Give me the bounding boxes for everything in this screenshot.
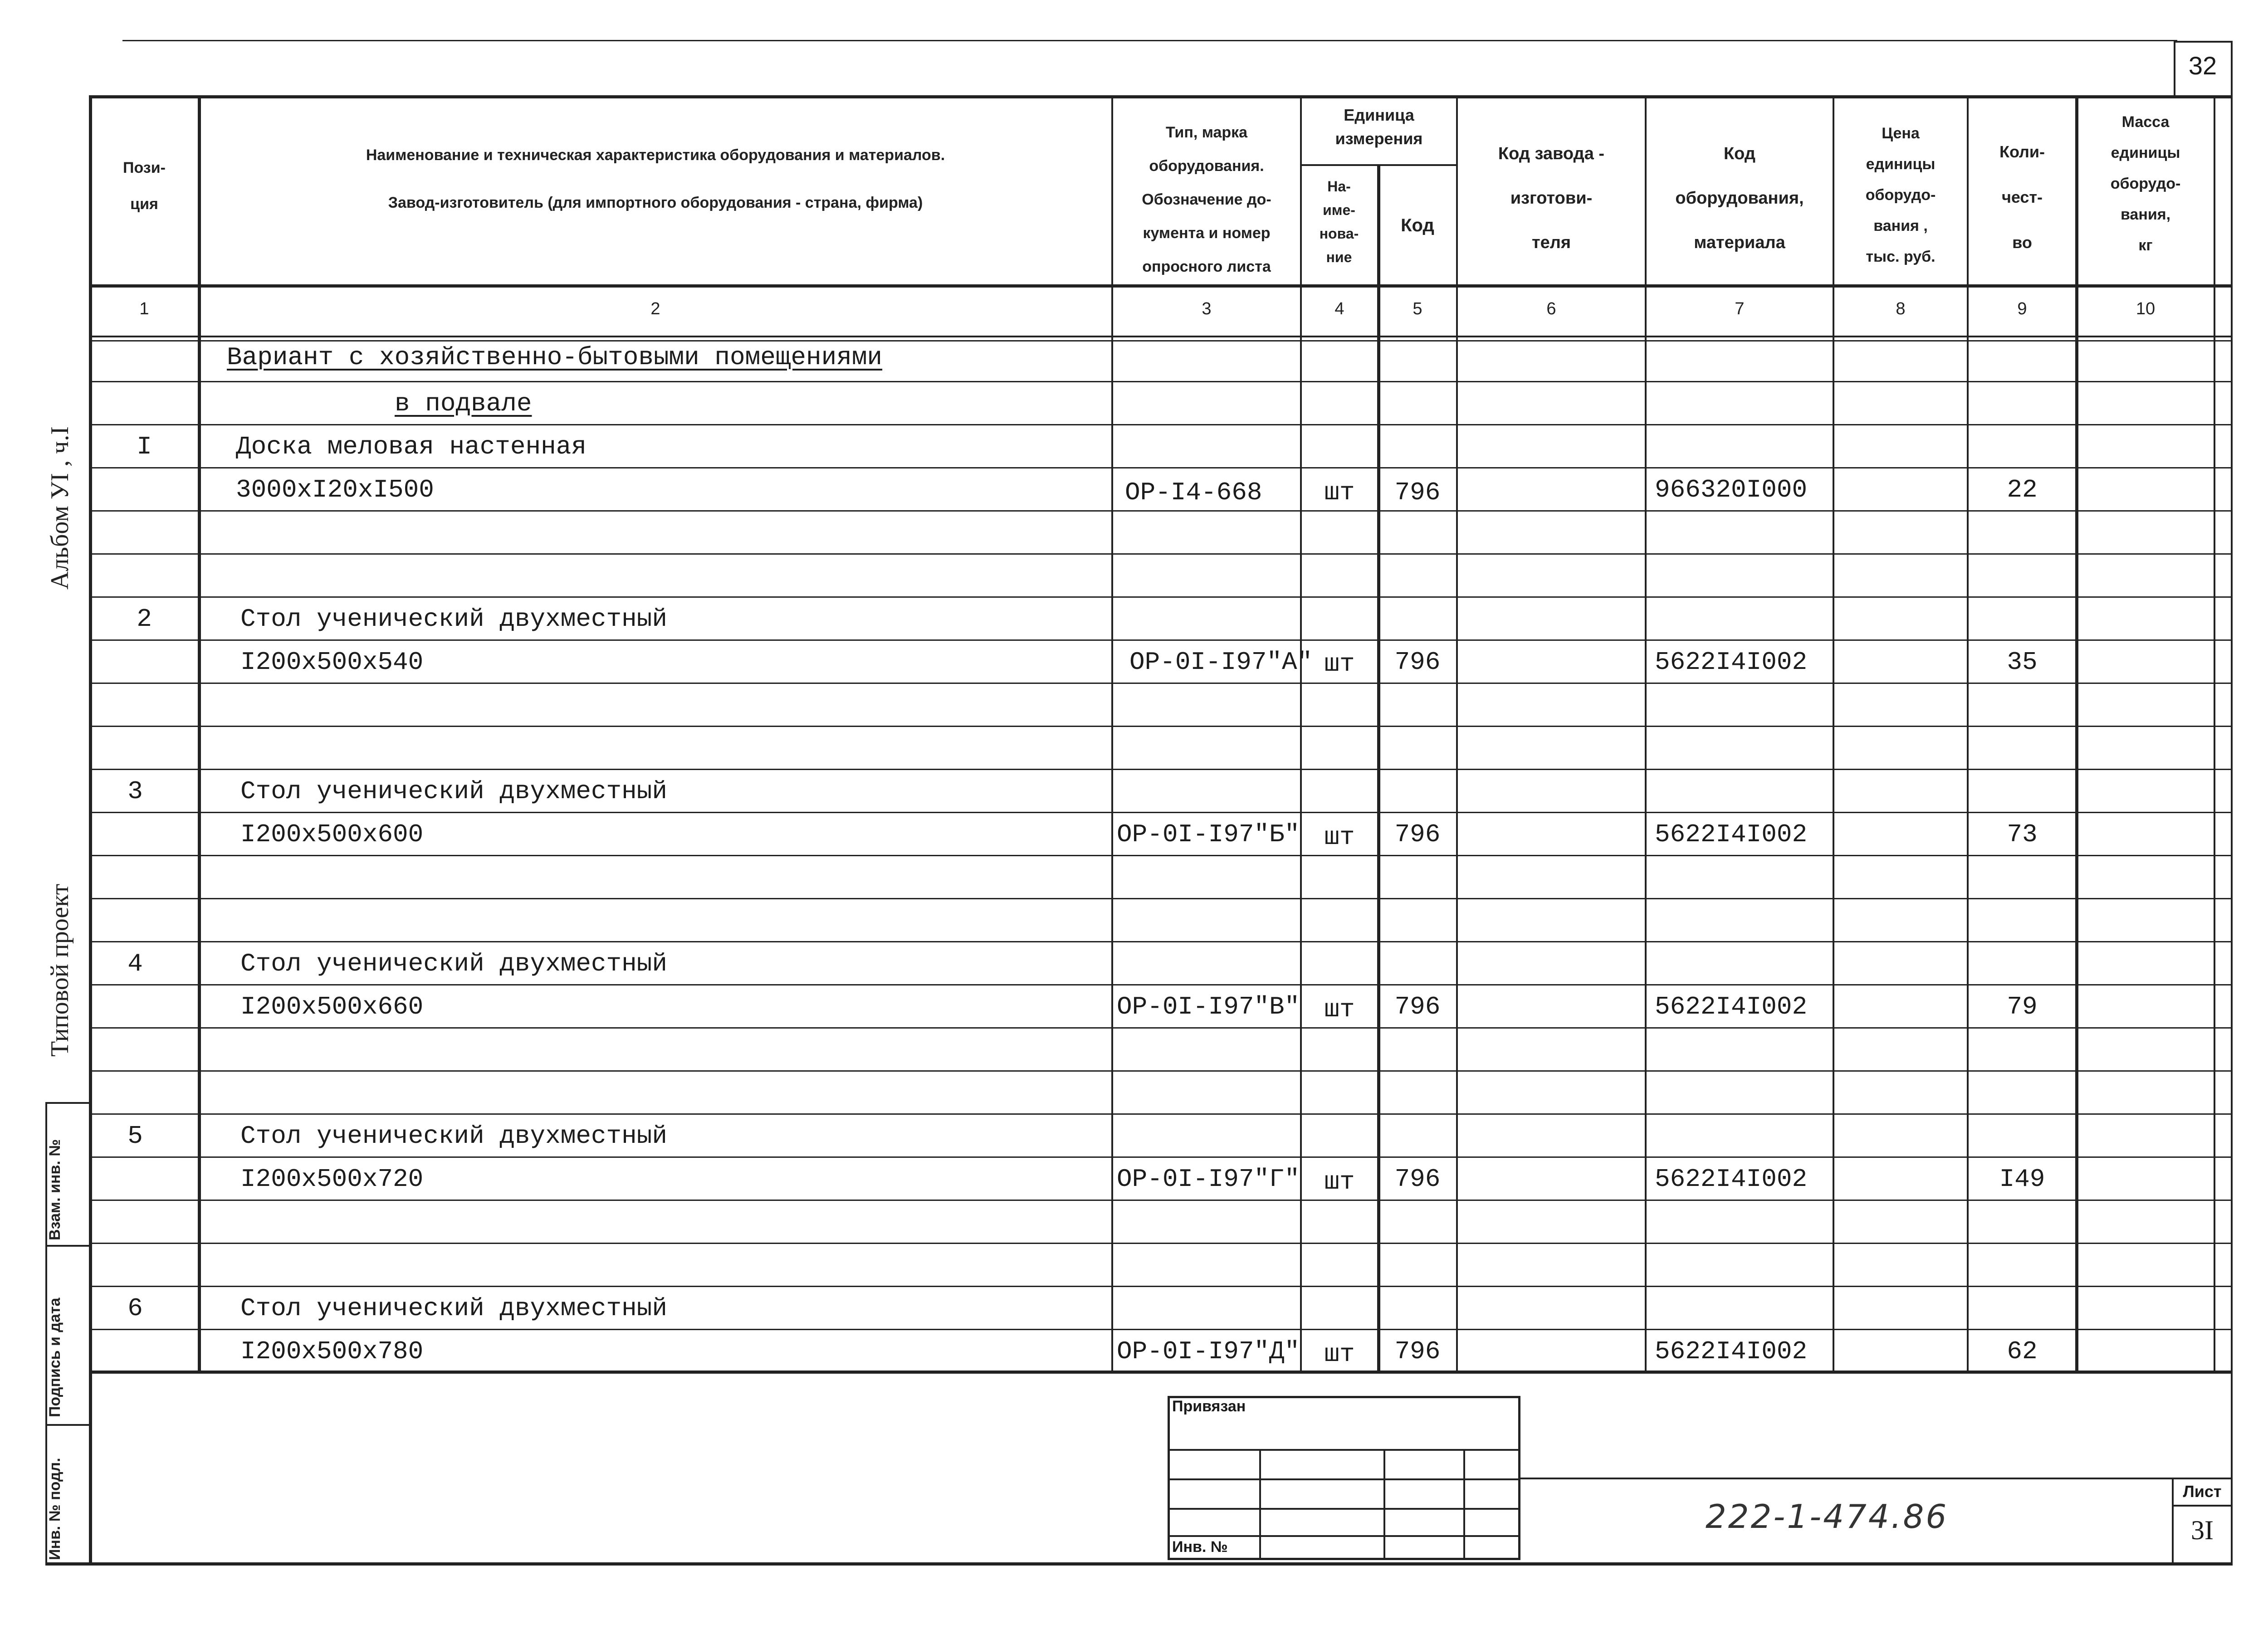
item-size: I200x500x540 bbox=[240, 648, 424, 677]
item-unit: шт bbox=[1324, 1340, 1355, 1369]
row-line bbox=[89, 941, 2233, 942]
item-type: ОР-0I-I97"Г" bbox=[1117, 1165, 1300, 1194]
item-position: 2 bbox=[137, 605, 152, 634]
header-unit-code: Код bbox=[1401, 215, 1434, 235]
unit-subheader-line bbox=[1300, 164, 1457, 166]
table-top-border bbox=[89, 95, 2233, 98]
item-equip-code: 966320I000 bbox=[1655, 475, 1808, 504]
item-quantity: 35 bbox=[2007, 648, 2038, 677]
row-line bbox=[89, 639, 2233, 641]
item-name: Стол ученический двухместный bbox=[240, 777, 667, 806]
row-line bbox=[89, 1113, 2233, 1115]
col-line-2-3 bbox=[1111, 95, 1113, 1372]
header-unit-name: На- име- нова- ние bbox=[1319, 178, 1359, 265]
stamp-privyazan-label: Привязан bbox=[1172, 1398, 1246, 1415]
row-line bbox=[89, 769, 2233, 770]
header-quantity: Коли- чест- во bbox=[1999, 142, 2045, 252]
page-bottom-border bbox=[45, 1562, 2233, 1566]
sheet-number: 3I bbox=[2191, 1515, 2214, 1545]
item-quantity: 73 bbox=[2007, 820, 2038, 849]
colnum-2: 2 bbox=[650, 299, 660, 318]
item-name: Стол ученический двухместный bbox=[240, 1294, 667, 1323]
item-size: I200x500x720 bbox=[240, 1165, 424, 1194]
stamp-col-line bbox=[1383, 1449, 1385, 1560]
item-name: Стол ученический двухместный bbox=[240, 1122, 667, 1151]
item-unit-code: 796 bbox=[1394, 648, 1441, 677]
header-type: Тип, марка оборудования. Обозначение до- кумента и номер опросного листа bbox=[1142, 124, 1271, 275]
item-name: Стол ученический двухместный bbox=[240, 605, 667, 634]
colnum-6: 6 bbox=[1546, 299, 1556, 318]
colnum-8: 8 bbox=[1896, 299, 1906, 318]
top-trim-line bbox=[122, 40, 2177, 41]
col-line-1-2 bbox=[198, 95, 201, 1372]
sheet-box-divider bbox=[2172, 1505, 2233, 1507]
sheet-label: Лист bbox=[2183, 1482, 2222, 1501]
row-line bbox=[89, 510, 2233, 512]
row-line bbox=[89, 1286, 2233, 1287]
colnum-bottom-border bbox=[89, 336, 2233, 337]
item-name: Доска меловая настенная bbox=[236, 432, 587, 461]
item-quantity: I49 bbox=[1999, 1165, 2045, 1194]
stamp-inv-label: Инв. № bbox=[1172, 1538, 1228, 1556]
header-mass: Масса единицы оборудо- вания, кг bbox=[2110, 113, 2181, 254]
item-position: 5 bbox=[127, 1122, 143, 1151]
header-bottom-border bbox=[89, 284, 2233, 288]
item-equip-code: 5622I4I002 bbox=[1655, 992, 1808, 1021]
row-line bbox=[89, 1200, 2233, 1201]
row-line bbox=[89, 1329, 2233, 1330]
item-quantity: 22 bbox=[2007, 475, 2038, 504]
item-name: Стол ученический двухместный bbox=[240, 949, 667, 978]
item-size: I200x500x660 bbox=[240, 992, 424, 1021]
side-label-inv-podl: Инв. № подл. bbox=[46, 1458, 64, 1560]
side-label-project: Типовой проект bbox=[46, 883, 74, 1057]
item-quantity: 79 bbox=[2007, 992, 2038, 1021]
header-name-line2: Завод-изготовитель (для импортного оборудования - страна, фирма) bbox=[388, 194, 923, 211]
row-line bbox=[89, 467, 2233, 468]
stamp-col-line bbox=[1259, 1449, 1261, 1560]
side-strip-div-3 bbox=[45, 1424, 90, 1426]
colnum-10: 10 bbox=[2136, 299, 2156, 318]
table-body-bottom bbox=[89, 1371, 2233, 1374]
item-unit-code: 796 bbox=[1394, 820, 1441, 849]
item-unit: шт bbox=[1324, 995, 1355, 1024]
colnum-bottom-border-2 bbox=[89, 340, 2233, 341]
header-equip-code: Код оборудования, материала bbox=[1675, 144, 1804, 252]
side-label-vzam: Взам. инв. № bbox=[46, 1139, 64, 1240]
col-line-9-10 bbox=[2075, 95, 2078, 1372]
stamp-row-line bbox=[1168, 1508, 1520, 1510]
stamp-row-line bbox=[1168, 1535, 1520, 1537]
page-number: 32 bbox=[2188, 51, 2217, 80]
item-type: ОР-0I-I97"В" bbox=[1117, 992, 1300, 1021]
col-line-10-end bbox=[2214, 95, 2215, 1372]
row-line bbox=[89, 381, 2233, 382]
stamp-col-line bbox=[1463, 1449, 1465, 1560]
col-line-6-7 bbox=[1645, 95, 1647, 1372]
row-line bbox=[89, 1070, 2233, 1072]
section-title-line2: в подвале bbox=[395, 389, 532, 418]
item-position: 3 bbox=[127, 777, 143, 806]
item-unit-code: 796 bbox=[1394, 1337, 1441, 1366]
colnum-5: 5 bbox=[1413, 299, 1422, 318]
row-line bbox=[89, 553, 2233, 555]
row-line bbox=[89, 424, 2233, 425]
item-size: 3000xI20xI500 bbox=[236, 475, 434, 504]
row-line bbox=[89, 726, 2233, 727]
row-line bbox=[89, 596, 2233, 598]
side-strip-div-1 bbox=[45, 1102, 90, 1104]
colnum-7: 7 bbox=[1735, 299, 1745, 318]
item-equip-code: 5622I4I002 bbox=[1655, 820, 1808, 849]
row-line bbox=[89, 812, 2233, 813]
item-position: 6 bbox=[127, 1294, 143, 1323]
document-code: 222-1-474.86 bbox=[1706, 1497, 1949, 1536]
item-unit-code: 796 bbox=[1394, 1165, 1441, 1194]
section-title-line1: Вариант с хозяйственно-бытовыми помещениями bbox=[227, 343, 883, 372]
item-size: I200x500x780 bbox=[240, 1337, 424, 1366]
side-strip-div-2 bbox=[45, 1245, 90, 1247]
header-name-line1: Наименование и техническая характеристика оборудования и материалов. bbox=[366, 146, 945, 164]
item-type: ОР-0I-I97"Д" bbox=[1117, 1337, 1300, 1366]
stamp-code-topline bbox=[1520, 1478, 2233, 1479]
page-frame-right bbox=[2231, 41, 2233, 1565]
item-unit: шт bbox=[1324, 478, 1355, 507]
item-type: ОР-0I-I97"А" bbox=[1129, 648, 1313, 677]
col-line-7-8 bbox=[1833, 95, 1834, 1372]
item-equip-code: 5622I4I002 bbox=[1655, 1165, 1808, 1194]
row-line bbox=[89, 855, 2233, 856]
item-position: 4 bbox=[127, 949, 143, 978]
page-frame-right-top bbox=[2174, 41, 2233, 43]
item-type: ОР-0I-I97"Б" bbox=[1117, 820, 1300, 849]
item-unit-code: 796 bbox=[1394, 478, 1441, 507]
colnum-4: 4 bbox=[1334, 299, 1344, 318]
colnum-3: 3 bbox=[1202, 299, 1212, 318]
col-line-5-6 bbox=[1456, 95, 1458, 1372]
item-unit: шт bbox=[1324, 1167, 1355, 1196]
row-line bbox=[89, 984, 2233, 985]
item-unit: шт bbox=[1324, 823, 1355, 852]
item-type: ОР-I4-668 bbox=[1125, 478, 1262, 507]
header-unit: Единица измерения bbox=[1335, 106, 1423, 148]
item-unit-code: 796 bbox=[1394, 992, 1441, 1021]
row-line bbox=[89, 898, 2233, 899]
item-position: I bbox=[137, 432, 152, 461]
header-position: Пози- ция bbox=[123, 159, 166, 213]
stamp-row-line bbox=[1168, 1449, 1520, 1451]
item-size: I200x500x600 bbox=[240, 820, 424, 849]
row-line bbox=[89, 1027, 2233, 1029]
header-factory-code: Код завода - изготови- теля bbox=[1498, 144, 1605, 252]
item-equip-code: 5622I4I002 bbox=[1655, 1337, 1808, 1366]
item-quantity: 62 bbox=[2007, 1337, 2038, 1366]
side-label-album: Альбом УI , ч.I bbox=[46, 426, 74, 590]
row-line bbox=[89, 1243, 2233, 1244]
row-line bbox=[89, 683, 2233, 684]
item-unit: шт bbox=[1324, 649, 1355, 678]
header-price: Цена единицы оборудо- вания , тыс. руб. bbox=[1865, 125, 1936, 265]
colnum-9: 9 bbox=[2017, 299, 2027, 318]
row-line bbox=[89, 1156, 2233, 1158]
item-equip-code: 5622I4I002 bbox=[1655, 648, 1808, 677]
stamp-row-line bbox=[1168, 1478, 1520, 1480]
page-number-box-left bbox=[2174, 41, 2175, 96]
side-label-podpis: Подпись и дата bbox=[46, 1297, 64, 1417]
colnum-1: 1 bbox=[139, 299, 149, 318]
